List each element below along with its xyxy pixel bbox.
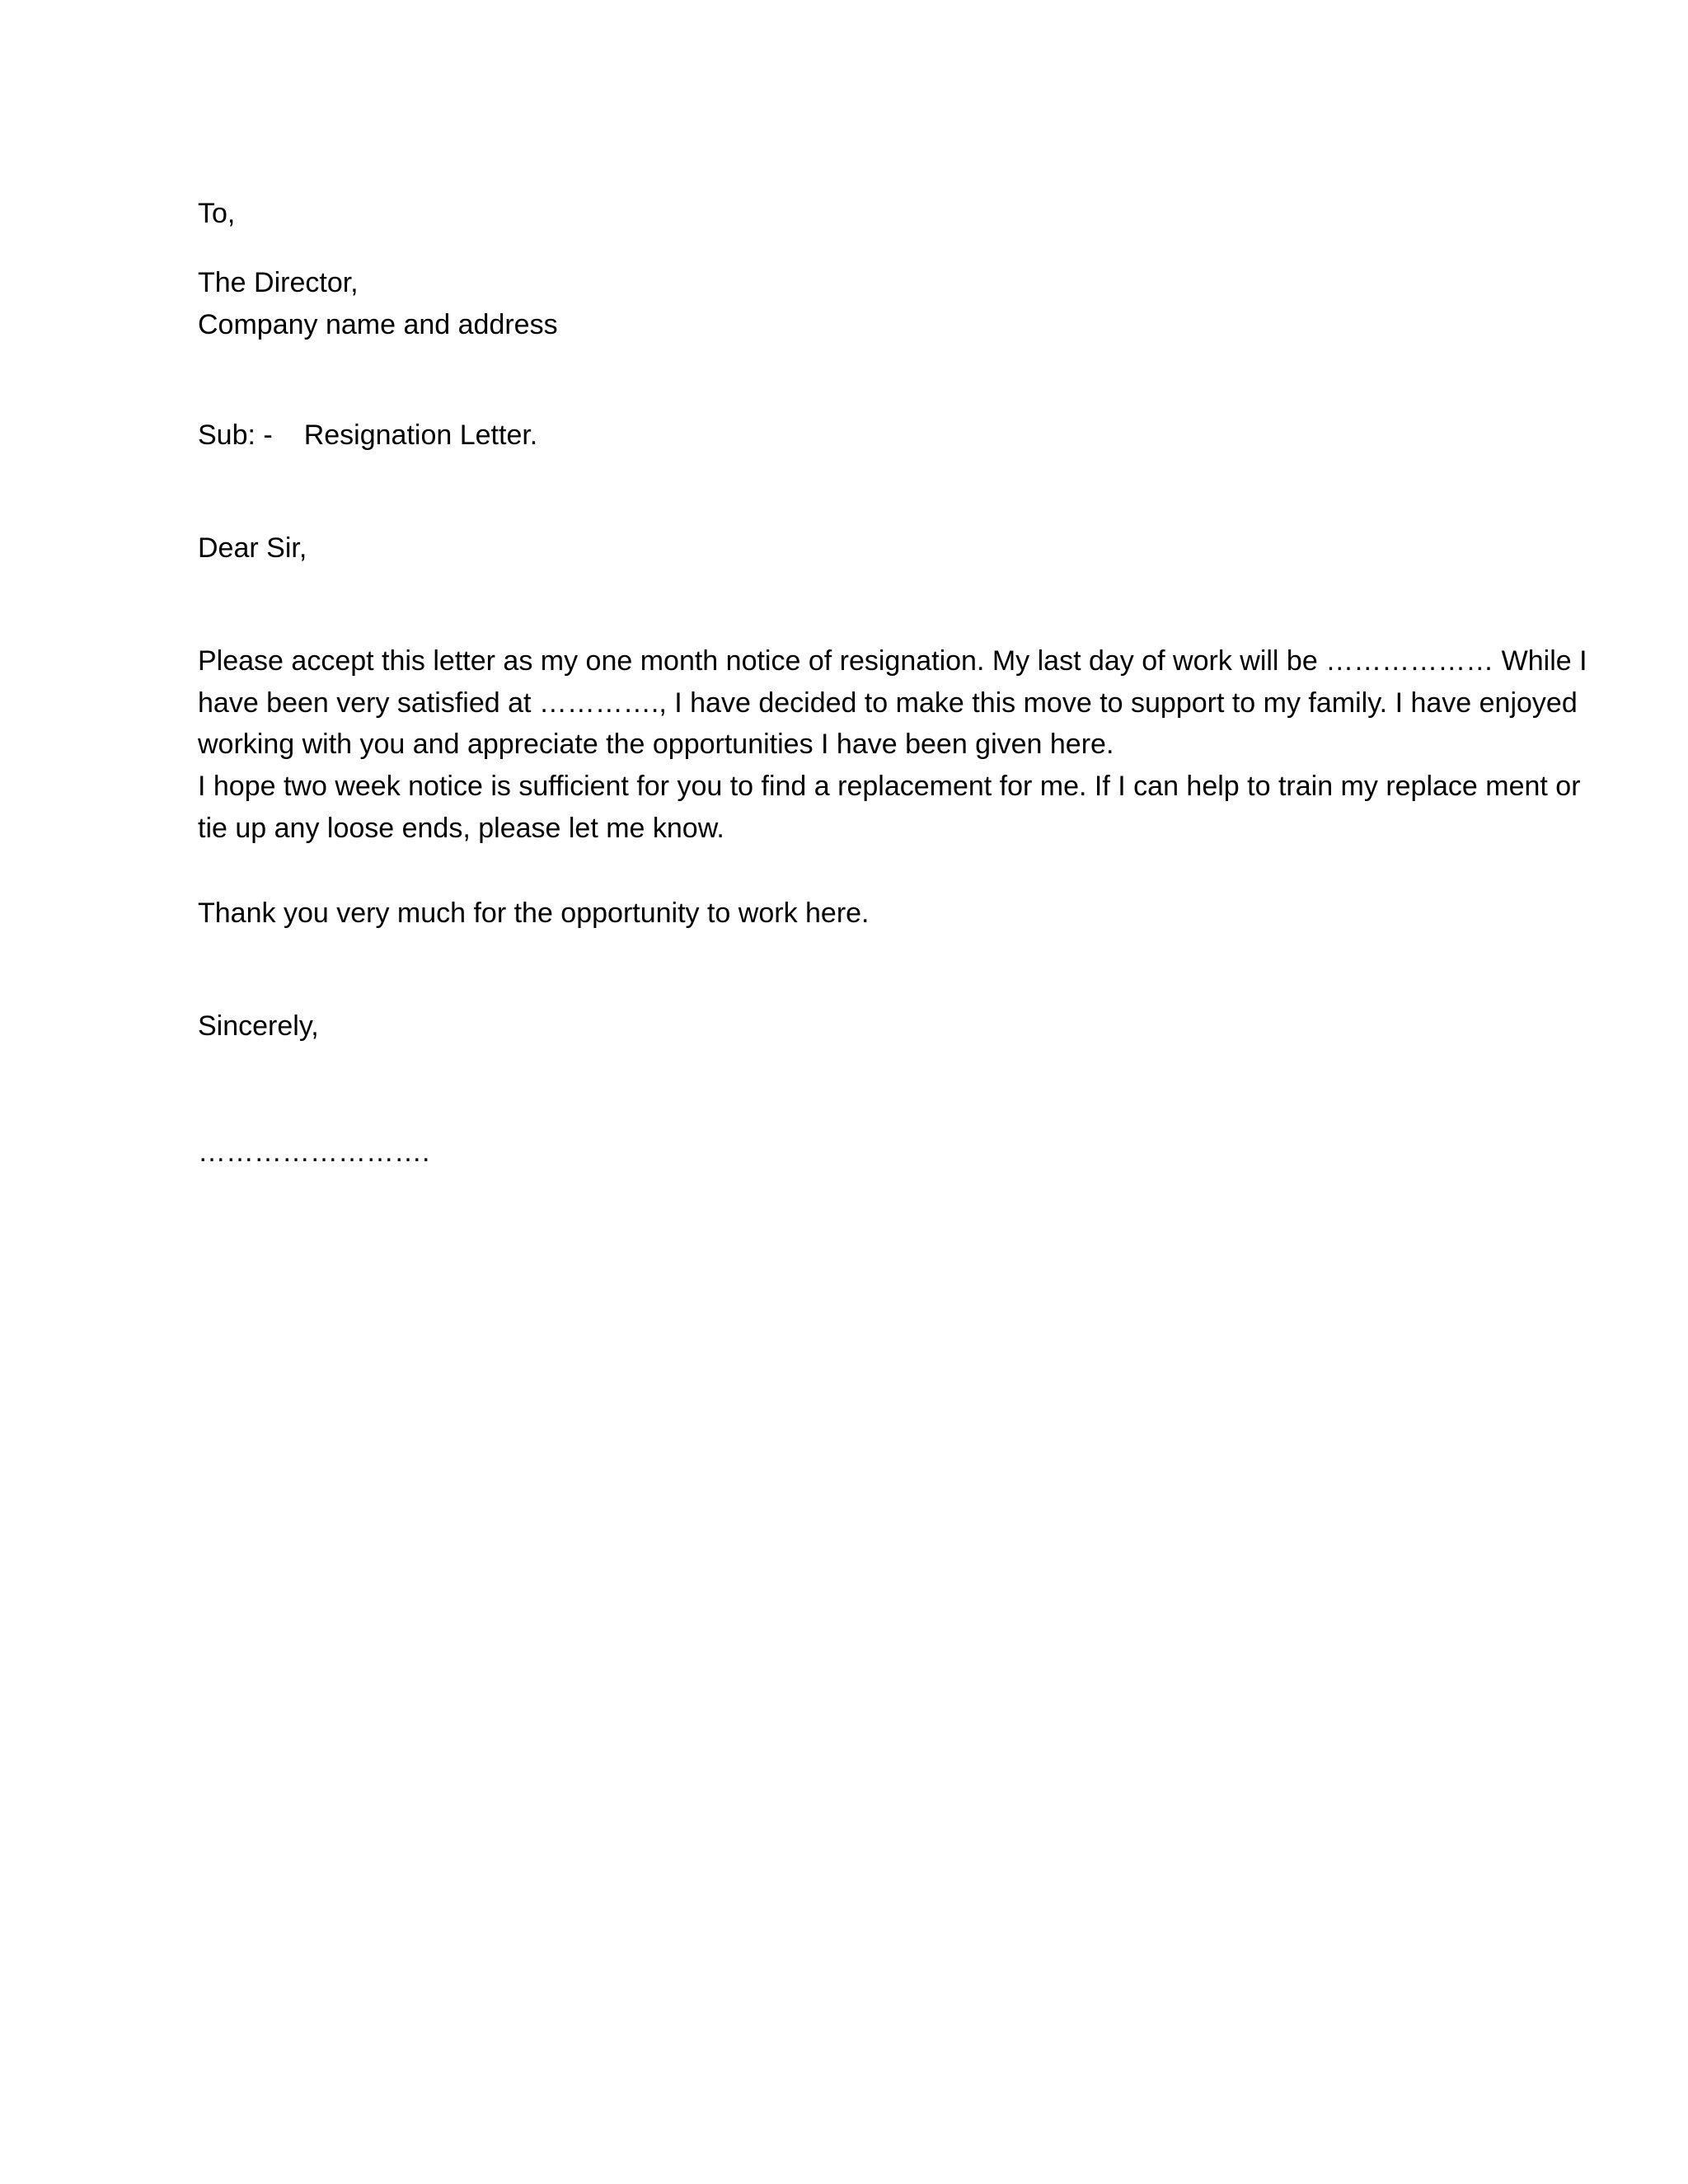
paragraph2-line-1: I hope two week notice is sufficient for you to find a replacement for me. If I can help to train my replace ment or	[198, 771, 1581, 802]
subject-label: Sub: -	[198, 419, 273, 451]
thanks-line: Thank you very much for the opportunity to work here.	[198, 898, 870, 929]
paragraph1-line-3: working with you and appreciate the opportunities I have been given here.	[198, 729, 1114, 760]
paragraph2-line-2: tie up any loose ends, please let me know.	[198, 813, 724, 844]
subject-text: Resignation Letter.	[303, 419, 538, 451]
salutation: Dear Sir,	[198, 532, 307, 564]
to-line: To,	[198, 198, 236, 229]
paragraph1-line-2: have been very satisfied at …………., I have decided to make this move to support to my family. I have enjoyed	[198, 687, 1578, 719]
signature-placeholder: …………………….	[198, 1137, 430, 1168]
recipient-company: Company name and address	[198, 309, 558, 340]
closing: Sincerely,	[198, 1010, 319, 1042]
recipient-title: The Director,	[198, 267, 359, 298]
paragraph1-line-1: Please accept this letter as my one month notice of resignation. My last day of work will be ……………… While I	[198, 645, 1587, 677]
subject-line	[198, 415, 537, 457]
